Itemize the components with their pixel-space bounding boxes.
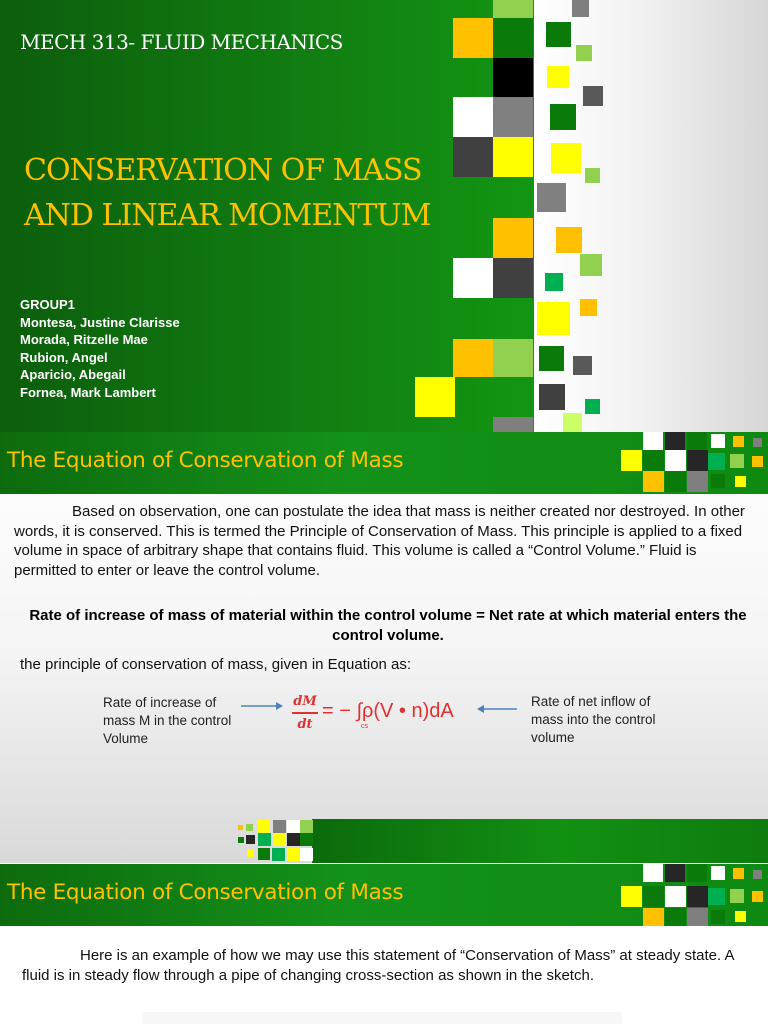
group-label: GROUP1: [20, 297, 75, 312]
deco-square: [246, 824, 253, 831]
deco-square: [753, 870, 762, 879]
member-name: Fornea, Mark Lambert: [20, 384, 156, 400]
deco-square: [621, 886, 642, 907]
heading-band: [0, 864, 768, 926]
equation-lhs: [290, 694, 320, 732]
left-equation-label: Rate of increase of mass M in the control Volume: [103, 695, 232, 746]
deco-square: [580, 299, 597, 316]
group-members: [20, 296, 180, 401]
right-equation-label: Rate of net inflow of mass into the control volume: [531, 694, 656, 745]
deco-square: [576, 45, 592, 61]
sketch-placeholder: [142, 1012, 622, 1024]
conservation-statement: Rate of increase of mass of material within the control volume = Net rate at which material enters the control volume.: [29, 607, 747, 644]
presentation-title: [24, 148, 464, 238]
equation-intro: the principle of conservation of mass, given in Equation as:: [20, 656, 412, 673]
deco-square: [665, 432, 685, 450]
deco-square: [257, 820, 270, 833]
deco-square: [300, 833, 313, 846]
deco-square: [493, 0, 533, 18]
deco-square: [300, 820, 313, 833]
deco-square: [539, 346, 564, 371]
deco-square: [550, 104, 576, 130]
deco-square: [708, 888, 725, 905]
deco-square: [711, 474, 725, 488]
deco-square: [665, 908, 686, 926]
deco-square: [711, 434, 725, 448]
body-paragraph: Here is an example of how we may use this statement of “Conservation of Mass” at steady state. A fluid is in steady flow through a pipe of changing cross-section as shown in the sketch.: [22, 947, 734, 984]
deco-square: [621, 450, 642, 471]
deco-square: [752, 891, 763, 902]
heading-band: [0, 432, 768, 494]
deco-square: [537, 183, 566, 212]
body-paragraph: Based on observation, one can postulate the idea that mass is neither created nor destroyed. In other words, it is conserved. This is termed the Principle of Conservation of Mass. This principle is applied to a fixed volume in space of arbitrary shape that contains fluid. This volume is called a “Control Volume.” Fluid is permitted to enter or leave the control volume.: [14, 503, 745, 579]
deco-square: [585, 168, 600, 183]
deco-square: [580, 254, 602, 276]
equation-rhs: = − ∫ρ(V • n)dA: [322, 700, 454, 722]
deco-square: [735, 476, 746, 487]
deco-square: [687, 471, 708, 492]
deco-square: [753, 438, 762, 447]
deco-square: [493, 137, 533, 177]
deco-square: [687, 432, 707, 450]
title-line-1: CONSERVATION OF MASS: [24, 153, 422, 188]
deco-square: [238, 825, 243, 830]
deco-square: [493, 258, 533, 298]
deco-square: [453, 339, 493, 377]
right-arrow-icon: [240, 700, 284, 712]
deco-square: [643, 450, 664, 471]
deco-square: [573, 356, 592, 375]
deco-square: [547, 66, 569, 88]
right-gray-panel: [534, 0, 768, 432]
deco-square: [665, 471, 686, 492]
deco-square: [556, 227, 582, 253]
deco-square: [258, 833, 271, 846]
deco-square: [545, 273, 563, 291]
deco-square: [493, 417, 533, 432]
deco-square: [546, 22, 571, 47]
title-slide: [0, 0, 768, 432]
deco-square: [643, 864, 663, 882]
eq-numerator: dM: [293, 694, 317, 709]
deco-square: [273, 820, 286, 833]
deco-square: [665, 450, 686, 471]
deco-square: [493, 218, 533, 258]
deco-square: [687, 908, 708, 926]
member-name: Montesa, Justine Clarisse: [20, 314, 180, 330]
deco-square: [733, 436, 744, 447]
deco-square: [287, 833, 300, 846]
deco-square: [665, 864, 685, 882]
conservation-of-mass-slide: [0, 432, 768, 863]
deco-square: [300, 848, 313, 861]
deco-square: [730, 889, 744, 903]
left-arrow-icon: [476, 703, 518, 715]
deco-square: [415, 377, 455, 417]
deco-square: [643, 908, 664, 926]
deco-square: [643, 432, 663, 450]
conservation-example-slide: [0, 864, 768, 1024]
eq-subscript: cs: [361, 723, 368, 730]
deco-square: [537, 302, 570, 335]
deco-square: [287, 820, 300, 833]
deco-square: [493, 58, 533, 98]
deco-square: [238, 837, 244, 843]
deco-square: [287, 848, 300, 861]
deco-square: [493, 339, 533, 377]
deco-square: [563, 413, 582, 432]
deco-square: [272, 848, 285, 861]
deco-square: [246, 835, 255, 844]
deco-square: [752, 456, 763, 467]
deco-square: [453, 18, 493, 58]
deco-square: [687, 450, 708, 471]
member-name: Aparicio, Abegail: [20, 367, 126, 382]
deco-square: [247, 850, 254, 857]
title-line-2: AND LINEAR MOMENTUM: [24, 198, 431, 233]
deco-square: [453, 258, 493, 298]
deco-square: [733, 868, 744, 879]
course-title: MECH 313- FLUID MECHANICS: [20, 30, 343, 54]
deco-square: [687, 886, 708, 907]
deco-square: [643, 886, 664, 907]
deco-square: [730, 454, 744, 468]
bottom-green-band: [312, 819, 768, 863]
deco-square: [665, 886, 686, 907]
deco-square: [708, 453, 725, 470]
deco-square: [453, 97, 493, 137]
deco-square: [273, 833, 286, 846]
deco-square: [711, 866, 725, 880]
deco-square: [687, 864, 707, 882]
deco-square: [583, 86, 603, 106]
deco-square: [493, 18, 533, 58]
member-name: Morada, Ritzelle Mae: [20, 332, 148, 347]
deco-square: [572, 0, 589, 17]
deco-square: [551, 143, 581, 173]
deco-square: [643, 471, 664, 492]
deco-square: [735, 911, 746, 922]
member-name: Rubion, Angel: [20, 349, 108, 365]
slide-heading: The Equation of Conservation of Mass: [7, 448, 404, 473]
slide-heading: The Equation of Conservation of Mass: [7, 880, 404, 905]
fraction-bar: [292, 712, 318, 714]
deco-square: [585, 399, 600, 414]
deco-square: [539, 384, 565, 410]
eq-denominator: dt: [297, 716, 313, 732]
deco-square: [258, 848, 270, 860]
deco-square: [711, 910, 725, 924]
deco-square: [493, 97, 533, 137]
